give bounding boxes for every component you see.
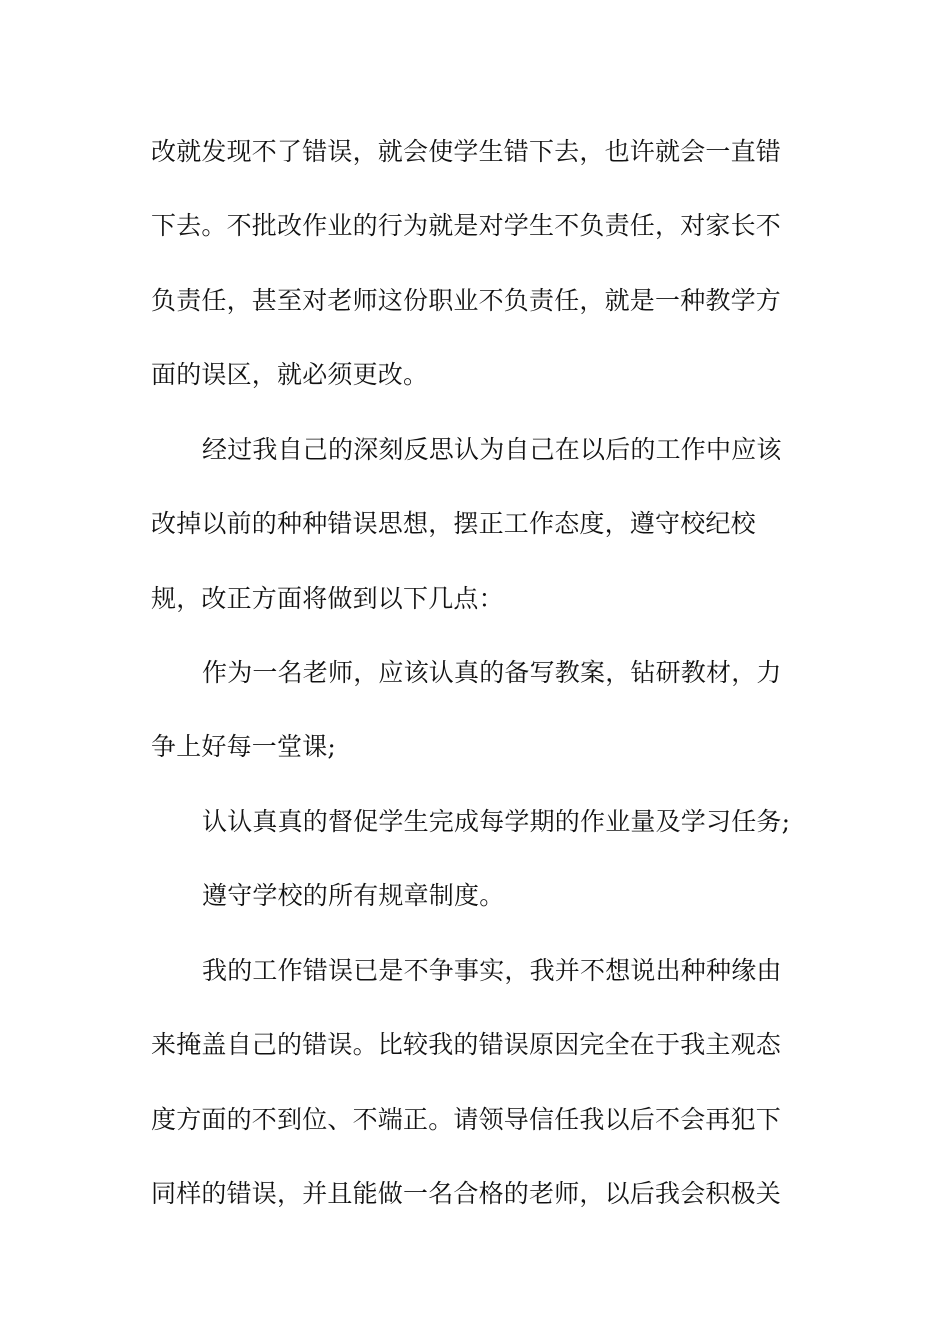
paragraph-start-line: 遵守学校的所有规章制度。 bbox=[202, 881, 505, 910]
text-line: 同样的错误，并且能做一名合格的老师，以后我会积极关 bbox=[151, 1179, 782, 1208]
paragraph-start-line: 作为一名老师，应该认真的备写教案，钻研教材，力 bbox=[202, 658, 782, 687]
text-line: 度方面的不到位、不端正。请领导信任我以后不会再犯下 bbox=[151, 1105, 782, 1134]
text-line: 来掩盖自己的错误。比较我的错误原因完全在于我主观态 bbox=[151, 1030, 782, 1059]
paragraph-start-line: 我的工作错误已是不争事实，我并不想说出种种缘由 bbox=[202, 956, 782, 985]
text-line: 争上好每一堂课; bbox=[151, 732, 337, 761]
text-line: 改掉以前的种种错误思想，摆正工作态度，遵守校纪校 bbox=[151, 509, 756, 538]
text-line: 面的误区，就必须更改。 bbox=[151, 360, 429, 389]
text-line: 下去。不批改作业的行为就是对学生不负责任，对家长不 bbox=[151, 211, 782, 240]
text-line: 改就发现不了错误，就会使学生错下去，也许就会一直错 bbox=[151, 137, 782, 166]
paragraph-start-line: 认认真真的督促学生完成每学期的作业量及学习任务; bbox=[202, 807, 791, 836]
paragraph-start-line: 经过我自己的深刻反思认为自己在以后的工作中应该 bbox=[202, 435, 782, 464]
text-line: 负责任，甚至对老师这份职业不负责任，就是一种教学方 bbox=[151, 286, 782, 315]
text-line: 规，改正方面将做到以下几点： bbox=[151, 584, 504, 613]
